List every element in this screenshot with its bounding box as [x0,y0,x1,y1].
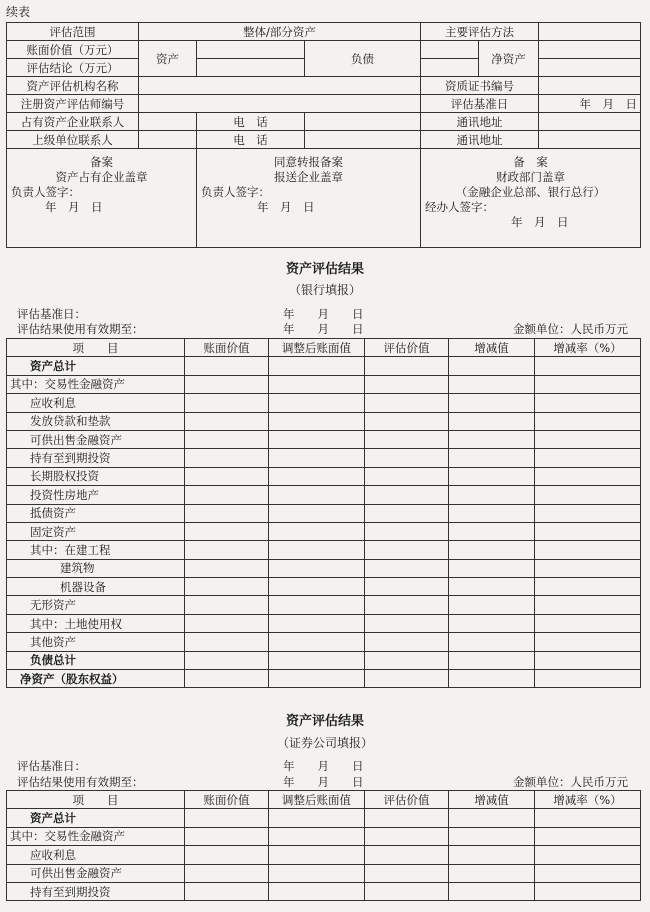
owner-address-field[interactable] [539,113,641,131]
value-cell[interactable] [185,522,269,540]
value-cell[interactable] [269,504,365,522]
appraiser-field[interactable] [139,95,421,113]
table-row [7,809,641,827]
agency-label: 资产评估机构名称 [7,77,139,95]
row-label: 固定资产 [7,522,185,540]
value-cell[interactable] [449,504,535,522]
superior-contact-label: 上级单位联系人 [7,131,139,149]
value-cell[interactable] [449,449,535,467]
value-cell[interactable] [365,522,449,540]
value-cell[interactable] [269,578,365,596]
column-header: 评估价值 [365,339,449,357]
filing3-sign: 经办人签字： [425,200,494,214]
value-cell[interactable] [269,375,365,393]
row-label: 其中：交易性金融资产 [7,827,185,845]
table-row [7,633,641,651]
value-cell[interactable] [269,882,365,900]
column-header: 增减值 [449,791,535,809]
value-cell[interactable] [269,559,365,577]
table-row [7,394,641,412]
value-cell[interactable] [185,846,269,864]
table-row [7,412,641,430]
sec-subtitle: （证券公司填报） [276,736,373,750]
value-cell[interactable] [535,522,641,540]
value-cell[interactable] [269,412,365,430]
value-cell[interactable] [269,670,365,688]
table-row [7,651,641,669]
value-cell[interactable] [449,467,535,485]
table-row [7,559,641,577]
value-cell[interactable] [365,670,449,688]
row-label: 建筑物 [7,559,185,577]
value-cell[interactable] [269,467,365,485]
value-cell[interactable] [535,430,641,448]
table-row [7,430,641,448]
column-header: 增减值 [449,339,535,357]
value-cell[interactable] [535,449,641,467]
value-cell[interactable] [185,559,269,577]
bank-unit: 金额单位：人民币万元 [513,322,628,336]
column-header: 增减率（%） [535,339,641,357]
value-cell[interactable] [185,375,269,393]
value-cell[interactable] [185,670,269,688]
value-cell[interactable] [269,541,365,559]
value-cell[interactable] [185,596,269,614]
row-label: 无形资产 [7,596,185,614]
filing1-sign: 负责人签字： [11,185,80,199]
value-cell[interactable] [269,864,365,882]
value-cell[interactable] [535,357,641,375]
value-cell[interactable] [449,864,535,882]
filing1-date: 年 月 日 [45,200,103,214]
value-cell[interactable] [449,846,535,864]
value-cell[interactable] [449,578,535,596]
value-cell[interactable] [535,614,641,632]
value-cell[interactable] [449,486,535,504]
table-row [7,522,641,540]
column-header: 调整后账面值 [269,791,365,809]
filing-box-submit[interactable] [197,149,421,248]
value-cell[interactable] [449,541,535,559]
value-cell[interactable] [535,846,641,864]
value-cell[interactable] [449,809,535,827]
value-cell[interactable] [535,882,641,900]
value-cell[interactable] [185,882,269,900]
value-cell[interactable] [449,882,535,900]
value-cell[interactable] [449,559,535,577]
value-cell[interactable] [535,651,641,669]
filing-box-finance[interactable] [421,149,641,248]
book-liabilities-field[interactable] [421,41,479,59]
value-cell[interactable] [365,827,449,845]
conclusion-label: 评估结论（万元） [7,59,139,77]
value-cell[interactable] [269,633,365,651]
method-label: 主要评估方法 [421,23,539,41]
sec-validity-value: 年 月 日 [283,775,364,789]
row-label: 负债总计 [7,651,185,669]
row-label: 机器设备 [7,578,185,596]
column-header: 项 目 [7,339,185,357]
table-row [7,864,641,882]
conc-net-field[interactable] [539,59,641,77]
row-label: 发放贷款和垫款 [7,412,185,430]
value-cell[interactable] [365,357,449,375]
filing2-date: 年 月 日 [257,200,315,214]
book-assets-field[interactable] [197,41,305,59]
row-label: 长期股权投资 [7,467,185,485]
book-net-field[interactable] [539,41,641,59]
table-row [7,596,641,614]
value-cell[interactable] [185,578,269,596]
value-cell[interactable] [185,504,269,522]
value-cell[interactable] [365,633,449,651]
row-label: 持有至到期投资 [7,449,185,467]
superior-phone-field[interactable] [305,131,421,149]
filing-box-owner[interactable] [7,149,197,248]
filing1-title: 备案 [90,155,113,169]
sec-unit: 金额单位：人民币万元 [513,775,628,789]
table-row [7,357,641,375]
method-field[interactable] [539,23,641,41]
value-cell[interactable] [269,846,365,864]
value-cell[interactable] [535,541,641,559]
filing3-bank: （金融企业总部、银行总行） [455,185,606,199]
value-cell[interactable] [449,596,535,614]
bank-result-table [6,338,641,688]
row-label: 其中：在建工程 [7,541,185,559]
value-cell[interactable] [449,633,535,651]
column-header: 增减率（%） [535,791,641,809]
row-label: 应收利息 [7,846,185,864]
bank-title: 资产评估结果 [285,262,364,277]
scope-value: 整体/部分资产 [139,23,421,41]
value-cell[interactable] [365,809,449,827]
value-cell[interactable] [449,651,535,669]
row-label: 持有至到期投资 [7,882,185,900]
value-cell[interactable] [365,375,449,393]
value-cell[interactable] [449,412,535,430]
sec-title: 资产评估结果 [285,714,364,729]
row-label: 可供出售金融资产 [7,864,185,882]
value-cell[interactable] [535,578,641,596]
superior-contact-field[interactable] [139,131,197,149]
filing3-date: 年 月 日 [511,215,569,229]
value-cell[interactable] [535,596,641,614]
conc-liabilities-field[interactable] [421,59,479,77]
info-table [6,22,641,248]
table-row [7,504,641,522]
value-cell[interactable] [535,394,641,412]
value-cell[interactable] [185,633,269,651]
value-cell[interactable] [365,614,449,632]
net-assets-label: 净资产 [479,41,539,77]
value-cell[interactable] [365,559,449,577]
value-cell[interactable] [365,504,449,522]
value-cell[interactable] [535,412,641,430]
securities-result-table [6,790,641,901]
value-cell[interactable] [185,541,269,559]
value-cell[interactable] [535,633,641,651]
bank-base-date-value: 年 月 日 [283,307,364,321]
cert-field[interactable] [539,77,641,95]
value-cell[interactable] [535,467,641,485]
continued-label: 续表 [6,5,31,19]
row-label: 净资产（股东权益） [7,670,185,688]
table-row [7,670,641,688]
column-header: 账面价值 [185,339,269,357]
bank-validity-label: 评估结果使用有效期至： [17,322,144,336]
value-cell[interactable] [535,486,641,504]
value-cell[interactable] [365,486,449,504]
value-cell[interactable] [365,541,449,559]
value-cell[interactable] [185,430,269,448]
sec-base-date-value: 年 月 日 [283,759,364,773]
value-cell[interactable] [365,651,449,669]
table-row [7,614,641,632]
value-cell[interactable] [365,449,449,467]
value-cell[interactable] [185,394,269,412]
value-cell[interactable] [269,522,365,540]
owner-phone-field[interactable] [305,113,421,131]
value-cell[interactable] [365,578,449,596]
value-cell[interactable] [449,670,535,688]
owner-contact-field[interactable] [139,113,197,131]
row-label: 资产总计 [7,357,185,375]
value-cell[interactable] [269,357,365,375]
agency-field[interactable] [139,77,421,95]
filing3-title: 备 案 [513,155,548,169]
value-cell[interactable] [535,375,641,393]
appraiser-label: 注册资产评估师编号 [7,95,139,113]
filing2-sign: 负责人签字： [201,185,270,199]
value-cell[interactable] [185,449,269,467]
table-row [7,882,641,900]
value-cell[interactable] [449,357,535,375]
row-label: 抵债资产 [7,504,185,522]
table-row [7,467,641,485]
value-cell[interactable] [269,809,365,827]
value-cell[interactable] [365,596,449,614]
value-cell[interactable] [449,827,535,845]
value-cell[interactable] [535,670,641,688]
table-row [7,827,641,845]
value-cell[interactable] [269,614,365,632]
value-cell[interactable] [535,864,641,882]
row-label: 可供出售金融资产 [7,430,185,448]
value-cell[interactable] [449,522,535,540]
base-date-label: 评估基准日 [421,95,539,113]
filing3-stamp: 财政部门盖章 [496,170,565,184]
value-cell[interactable] [185,486,269,504]
sec-base-date-label: 评估基准日： [17,759,86,773]
superior-address-label: 通讯地址 [421,131,539,149]
value-cell[interactable] [185,827,269,845]
value-cell[interactable] [269,449,365,467]
value-cell[interactable] [449,614,535,632]
value-cell[interactable] [185,651,269,669]
value-cell[interactable] [449,430,535,448]
column-header: 评估价值 [365,791,449,809]
value-cell[interactable] [269,596,365,614]
owner-phone-label: 电 话 [197,113,305,131]
value-cell[interactable] [185,467,269,485]
value-cell[interactable] [269,486,365,504]
superior-phone-label: 电 话 [197,131,305,149]
row-label: 其中：交易性金融资产 [7,375,185,393]
row-label: 资产总计 [7,809,185,827]
bank-base-date-label: 评估基准日： [17,307,86,321]
sec-validity-label: 评估结果使用有效期至： [17,775,144,789]
owner-address-label: 通讯地址 [421,113,539,131]
value-cell[interactable] [535,809,641,827]
column-header: 项 目 [7,791,185,809]
conc-assets-field[interactable] [197,59,305,77]
value-cell[interactable] [185,412,269,430]
row-label: 投资性房地产 [7,486,185,504]
table-row [7,541,641,559]
value-cell[interactable] [269,430,365,448]
value-cell[interactable] [185,614,269,632]
owner-contact-label: 占有资产企业联系人 [7,113,139,131]
filing2-stamp: 报送企业盖章 [274,170,343,184]
table-row [7,578,641,596]
value-cell[interactable] [269,651,365,669]
bank-subtitle: （银行填报） [288,283,361,297]
table-row [7,846,641,864]
filing1-stamp: 资产占有企业盖章 [55,170,148,184]
liabilities-label: 负债 [305,41,421,77]
book-value-label: 账面价值（万元） [7,41,139,59]
value-cell[interactable] [365,846,449,864]
table-row [7,449,641,467]
table-header-row [7,791,641,809]
value-cell[interactable] [365,882,449,900]
superior-address-field[interactable] [539,131,641,149]
value-cell[interactable] [535,559,641,577]
value-cell[interactable] [365,430,449,448]
value-cell[interactable] [185,809,269,827]
value-cell[interactable] [269,827,365,845]
base-date-field[interactable]: 年 月 日 [539,95,641,113]
row-label: 其中：土地使用权 [7,614,185,632]
value-cell[interactable] [269,394,365,412]
assets-label: 资产 [139,41,197,77]
value-cell[interactable] [185,357,269,375]
value-cell[interactable] [449,375,535,393]
cert-label: 资质证书编号 [421,77,539,95]
table-header-row [7,339,641,357]
value-cell[interactable] [365,412,449,430]
value-cell[interactable] [449,394,535,412]
value-cell[interactable] [185,864,269,882]
value-cell[interactable] [365,864,449,882]
row-label: 其他资产 [7,633,185,651]
column-header: 账面价值 [185,791,269,809]
value-cell[interactable] [535,504,641,522]
filing2-title: 同意转报备案 [274,155,343,169]
bank-validity-value: 年 月 日 [283,322,364,336]
value-cell[interactable] [535,827,641,845]
value-cell[interactable] [365,467,449,485]
value-cell[interactable] [365,394,449,412]
row-label: 应收利息 [7,394,185,412]
scope-label: 评估范围 [7,23,139,41]
table-row [7,486,641,504]
table-row [7,375,641,393]
column-header: 调整后账面值 [269,339,365,357]
